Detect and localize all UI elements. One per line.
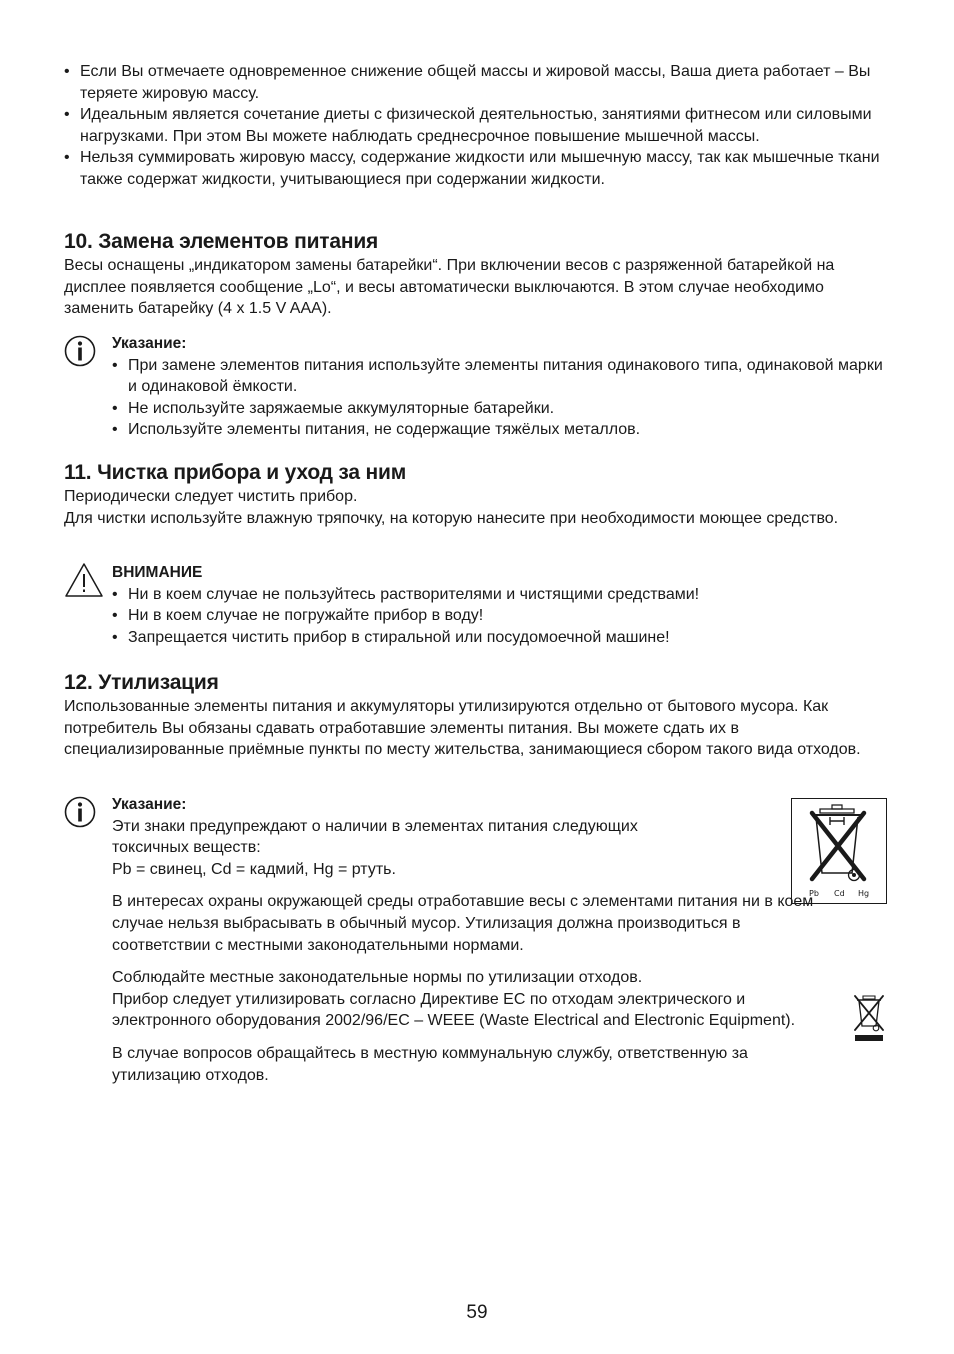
note-title: Указание: — [112, 796, 187, 813]
section-text: Периодически следует чистить прибор. — [64, 488, 358, 505]
section-disposal — [64, 670, 884, 761]
section-battery-replacement — [64, 229, 884, 320]
battery-disposal-symbol — [791, 798, 887, 904]
battery-symbol-label: Pb — [809, 889, 819, 898]
list-item: • Идеальным является сочетание диеты с физической деятельностью, занятиями фитнесом или силовыми нагрузками. При этом Вы можете наблюдать среднесрочное повышение мышечной массы. — [64, 104, 884, 147]
section-text: Для чистки используйте влажную тряпочку, на которую нанесите при необходимости моющее средство. — [64, 509, 839, 527]
section-text: Весы оснащены „индикатором замены батарейки“. При включении весов с разряженной батарейкой на дисплее появляется сообщение „Lo“, и весы автоматически выключаются. В этом случае необходимо заменить батарейку (4 x 1.5 V AAA). — [64, 257, 835, 318]
warning-cleaning — [64, 562, 884, 648]
note-text: Соблюдайте местные законодательные нормы по утилизации отходов. — [112, 969, 643, 987]
section-text: Использованные элементы питания и аккумуляторы утилизируются отдельно от бытового мусора. Как потребитель Вы обязаны сдавать отработавшие элементы питания. Вы можете сдать их в специализированные приёмные пункты по месту жительства, занимающиеся сбором такого вида отходов. — [64, 698, 861, 759]
warning-triangle-icon — [64, 562, 104, 598]
battery-symbol-label: Hg — [858, 889, 870, 898]
intro-bullet-list — [64, 61, 884, 191]
section-cleaning — [64, 460, 884, 529]
crossed-bin-weee-icon — [850, 992, 888, 1042]
list-item: • При замене элементов питания используйте элементы питания одинакового типа, одинаковой марки и одинаковой ёмкости. — [112, 355, 884, 398]
note-text: В случае вопросов обращайтесь в местную коммунальную службу, ответственную за утилизацию отходов. — [112, 1044, 748, 1084]
page-number: 59 — [466, 1302, 488, 1323]
list-item: • Не используйте заряжаемые аккумуляторные батарейки. — [112, 398, 884, 420]
list-item: • Если Вы отмечаете одновременное снижение общей массы и жировой массы, Ваша диета работает – Вы теряете жировую массу. — [64, 61, 884, 104]
list-item: • Нельзя суммировать жировую массу, содержание жидкости или мышечную массу, так как мышечные ткани также содержат жидкости, учитывающиеся при содержании жидкости. — [64, 147, 884, 190]
info-circle-icon — [64, 335, 96, 367]
note-disposal — [64, 794, 884, 1086]
warning-bullet-list — [112, 584, 884, 649]
note-text: Прибор следует утилизировать согласно Директиве ЕС по отходам электрического и электронного оборудования 2002/96/EC – WEEE (Waste Electrical and Electronic Equipment). — [112, 990, 796, 1030]
note-bullet-list — [112, 355, 884, 441]
info-circle-icon — [64, 796, 96, 828]
warning-title: ВНИМАНИЕ — [112, 564, 203, 581]
note-title: Указание: — [112, 335, 187, 352]
section-title: 11. Чистка прибора и уход за ним — [64, 461, 407, 484]
note-text: Эти знаки предупреждают о наличии в элементах питания следующих токсичных веществ: — [112, 817, 638, 857]
note-battery — [64, 333, 884, 441]
section-title: 12. Утилизация — [64, 671, 219, 694]
list-item: • Запрещается чистить прибор в стиральной или посудомоечной машине! — [112, 627, 884, 649]
section-title: 10. Замена элементов питания — [64, 230, 379, 253]
list-item: • Ни в коем случае не пользуйтесь растворителями и чистящими средствами! — [112, 584, 884, 606]
list-item: • Ни в коем случае не погружайте прибор в воду! — [112, 605, 884, 627]
crossed-bin-battery-icon — [792, 799, 885, 902]
note-text: Pb = свинец, Cd = кадмий, Hg = ртуть. — [112, 860, 396, 878]
note-text: В интересах охраны окружающей среды отработавшие весы с элементами питания ни в коем случае нельзя выбрасывать в обычный мусор. Утилизация должна производиться в соответствии с местными законодательными нормами. — [112, 893, 814, 954]
list-item: • Используйте элементы питания, не содержащие тяжёлых металлов. — [112, 419, 884, 441]
battery-symbol-label: Cd — [834, 889, 845, 898]
